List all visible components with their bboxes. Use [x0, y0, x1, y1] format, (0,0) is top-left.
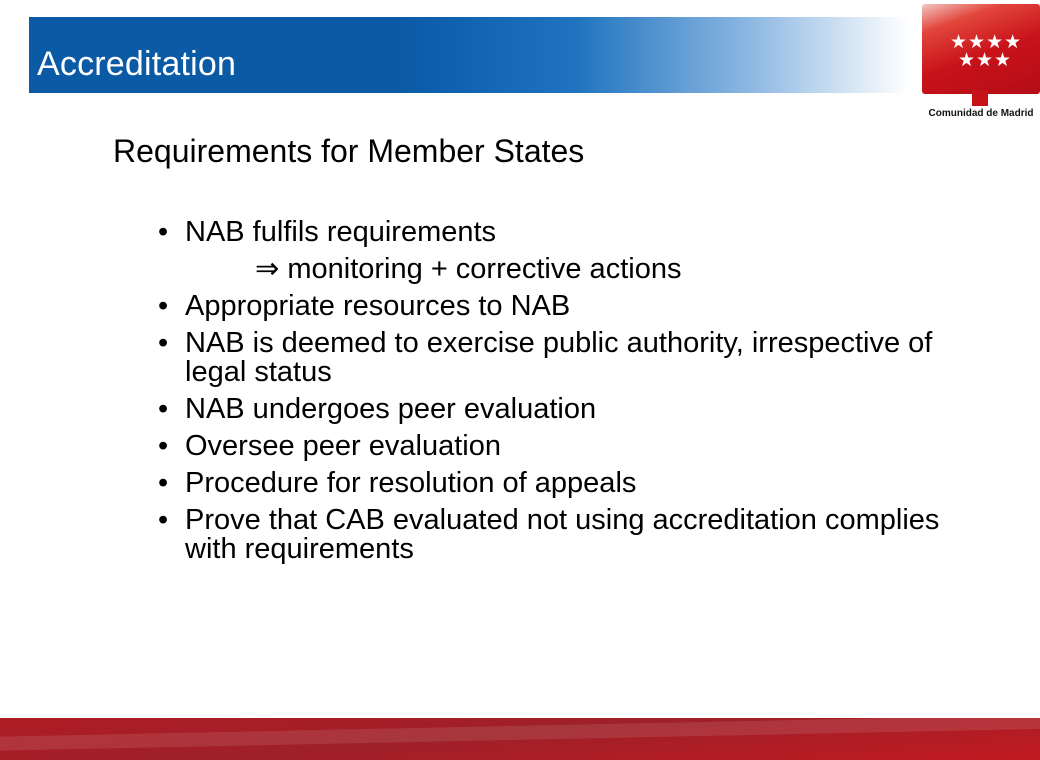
- footer-stripe: [0, 718, 1040, 752]
- bullet-item: [158, 218, 978, 247]
- madrid-flag-icon: [922, 4, 1040, 94]
- bullet-text: Procedure for resolution of appeals: [185, 467, 637, 499]
- bullet-item: [158, 292, 978, 321]
- bullet-item: [158, 432, 978, 461]
- bullet-dot: •: [158, 327, 169, 359]
- bullet-dot: •: [158, 430, 169, 462]
- emblem-icon: [972, 90, 988, 106]
- bullet-list: [158, 218, 978, 572]
- title-bar: [29, 17, 909, 93]
- bullet-sub-item: [158, 255, 978, 284]
- stars-icon: ★★★★ ★★★: [950, 32, 1023, 71]
- bullet-text: NAB undergoes peer evaluation: [185, 393, 597, 425]
- bullet-dot: •: [158, 393, 169, 425]
- bullet-dot: •: [158, 504, 169, 536]
- bullet-dot: •: [158, 216, 169, 248]
- bullet-item: [158, 506, 978, 564]
- bullet-item: [158, 395, 978, 424]
- bullet-text: Prove that CAB evaluated not using accreditation complies with requirements: [185, 504, 940, 565]
- bullet-dot: •: [158, 467, 169, 499]
- logo-text: Comunidad de Madrid: [928, 108, 1034, 119]
- bullet-item: [158, 329, 978, 387]
- footer-bar: [0, 718, 1040, 760]
- slide-title: Accreditation: [37, 45, 237, 83]
- slide-subtitle: Requirements for Member States: [113, 133, 585, 169]
- bullet-text: ⇒ monitoring + corrective actions: [255, 253, 682, 285]
- bullet-dot: •: [158, 290, 169, 322]
- comunidad-de-madrid-logo: [922, 4, 1040, 122]
- bullet-text: NAB fulfils requirements: [185, 216, 497, 248]
- bullet-text: Oversee peer evaluation: [185, 430, 501, 462]
- bullet-text: NAB is deemed to exercise public authority, irrespective of legal status: [185, 327, 933, 388]
- bullet-item: [158, 469, 978, 498]
- bullet-text: Appropriate resources to NAB: [185, 290, 571, 322]
